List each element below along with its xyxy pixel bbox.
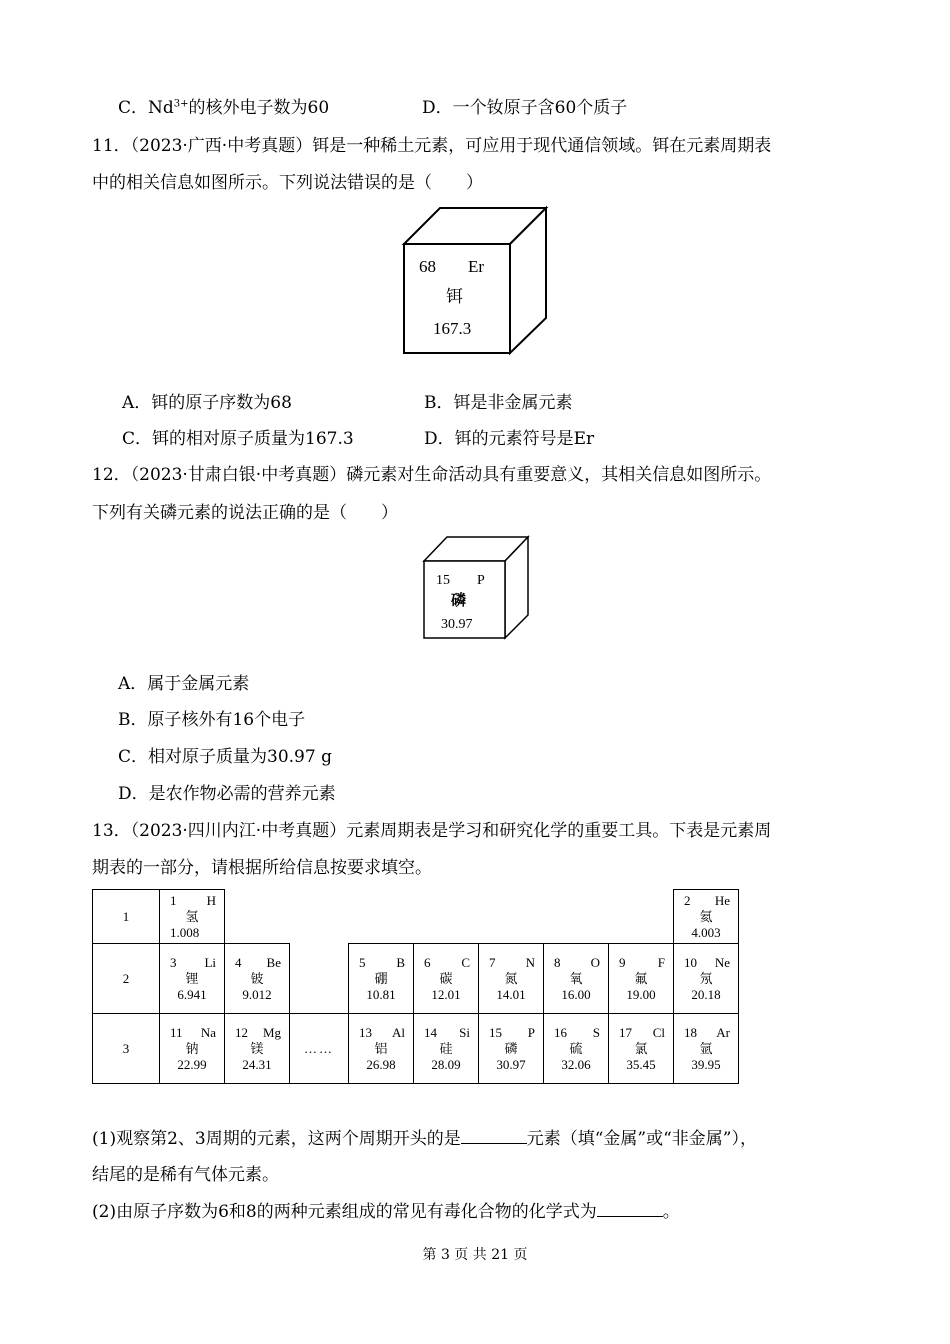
p-symbol: P — [477, 573, 485, 588]
p-name: 磷 — [451, 591, 467, 609]
q11-stem-line1: 11．（2023·广西·中考真题）铒是一种稀土元素，可应用于现代通信领域。铒在元素周期表 — [92, 136, 772, 156]
period-label: 2 — [93, 944, 160, 1014]
period-label: 1 — [93, 890, 160, 944]
period-row-1 — [93, 890, 739, 944]
answer-blank-1[interactable] — [461, 1127, 527, 1144]
element-cell-B: 5 B 硼 10.81 — [349, 944, 414, 1014]
element-cell-Be: 4 Be 铍 9.012 — [225, 944, 290, 1014]
element-cell-Al: 13 Al 铝 26.98 — [349, 1014, 414, 1084]
period-row-3 — [93, 1014, 739, 1084]
q11-option-d: D．铒的元素符号是Er — [424, 429, 595, 449]
q12-stem-line2: 下列有关磷元素的说法正确的是（ ） — [92, 503, 398, 523]
q10-option-c: C．$Nd^{3+}$的核外电子数为60 — [118, 98, 330, 118]
element-cell-He: 2 He 氦 4.003 — [674, 890, 739, 944]
q11-option-a: A．铒的原子序数为68 — [122, 393, 292, 413]
q13-sub1-line1: (1)观察第2、3周期的元素，这两个周期开头的是 元素（填“金属”或“非金属”）， — [92, 1129, 757, 1149]
element-cell-Mg: 12 Mg 镁 24.31 — [225, 1014, 290, 1084]
er-name: 铒 — [446, 287, 463, 307]
q13-stem-line1: 13．（2023·四川内江·中考真题）元素周期表是学习和研究化学的重要工具。下表是元素周 — [92, 821, 772, 841]
element-cell-Ar: 18 Ar 氩 39.95 — [674, 1014, 739, 1084]
page-footer: 第 3 页 共 21 页 — [422, 1247, 528, 1263]
period-label: 3 — [93, 1014, 160, 1084]
q10-option-d: D．一个钕原子含60个质子 — [422, 98, 628, 118]
q11-option-b: B．铒是非金属元素 — [424, 393, 573, 413]
q12-option-d: D．是农作物必需的营养元素 — [118, 784, 336, 804]
er-mass: 167.3 — [433, 319, 472, 338]
q11-stem-line2: 中的相关信息如图所示。下列说法错误的是（ ） — [92, 173, 483, 193]
table-ellipsis: …… — [290, 1014, 349, 1084]
q13-sub2: (2)由原子序数为6和8的两种元素组成的常见有毒化合物的化学式为 。 — [92, 1202, 680, 1222]
element-cell-N: 7 N 氮 14.01 — [479, 944, 544, 1014]
element-cell-S: 16 S 硫 32.06 — [544, 1014, 609, 1084]
phosphorus-cube-figure — [420, 534, 532, 642]
p-number: 15 — [436, 573, 450, 588]
element-cell-Na: 11 Na 钠 22.99 — [160, 1014, 225, 1084]
element-cell-P: 15 P 磷 30.97 — [479, 1014, 544, 1084]
p-mass: 30.97 — [441, 617, 473, 632]
element-cell-O: 8 O 氧 16.00 — [544, 944, 609, 1014]
answer-blank-2[interactable] — [597, 1200, 663, 1217]
element-cell-H: 1 H 氢 1.008 — [160, 890, 225, 944]
q12-option-b: B．原子核外有16个电子 — [118, 710, 306, 730]
period-row-2 — [93, 944, 739, 1014]
element-cell-C: 6 C 碳 12.01 — [414, 944, 479, 1014]
q13-stem-line2: 期表的一部分，请根据所给信息按要求填空。 — [92, 858, 432, 878]
q11-option-c: C．铒的相对原子质量为167.3 — [122, 429, 354, 449]
element-cell-Cl: 17 Cl 氯 35.45 — [609, 1014, 674, 1084]
periodic-table — [92, 889, 739, 1084]
element-cell-F: 9 F 氟 19.00 — [609, 944, 674, 1014]
er-symbol: Er — [468, 257, 485, 276]
q12-option-a: A．属于金属元素 — [118, 674, 250, 694]
erbium-cube-figure — [400, 204, 552, 356]
element-cell-Si: 14 Si 硅 28.09 — [414, 1014, 479, 1084]
q13-sub1-line2: 结尾的是稀有气体元素。 — [92, 1165, 279, 1185]
element-cell-Li: 3 Li 锂 6.941 — [160, 944, 225, 1014]
element-cell-Ne: 10 Ne 氖 20.18 — [674, 944, 739, 1014]
er-number: 68 — [419, 257, 436, 276]
q12-option-c: C．相对原子质量为30.97 g — [118, 747, 332, 767]
q12-stem-line1: 12．（2023·甘肃白银·中考真题）磷元素对生命活动具有重要意义，其相关信息如图所示。 — [92, 465, 772, 485]
